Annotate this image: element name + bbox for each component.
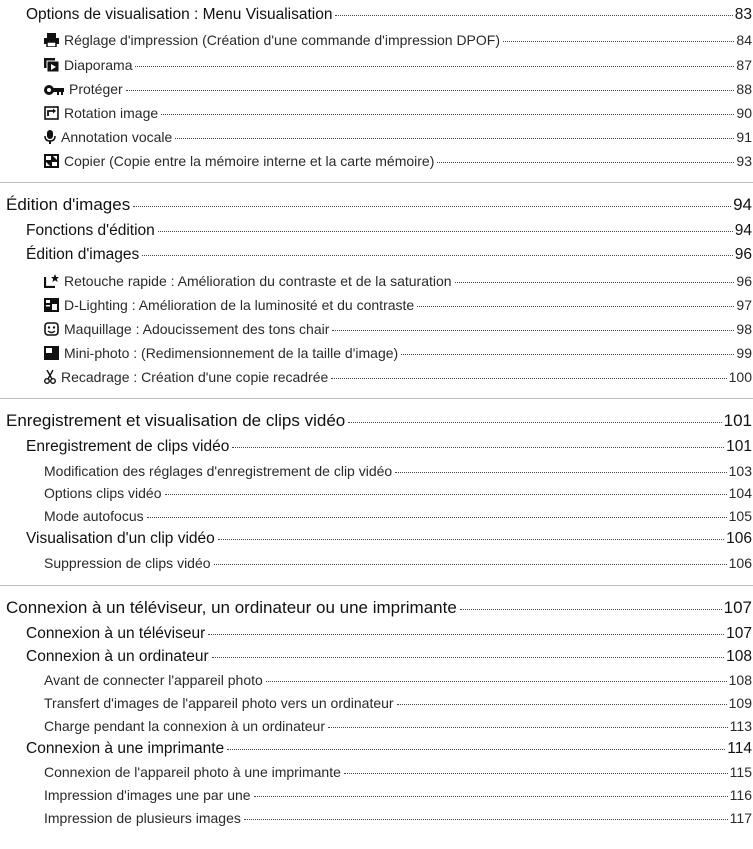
toc-entry-impression-plusieurs[interactable] (0, 810, 753, 826)
toc-entry-label: Connexion de l'appareil photo à une imprimante (44, 764, 341, 780)
toc-entry-label: Rotation image (64, 105, 159, 121)
toc-page-number: 114 (727, 740, 752, 757)
toc-entry-label: Transfert d'images de l'appareil photo vers un ordinateur (44, 695, 394, 711)
toc-page-number: 96 (736, 273, 752, 289)
toc-entry-enregistrement-clips[interactable] (0, 438, 753, 456)
toc-page-number: 88 (736, 81, 752, 97)
dot-leader (266, 681, 727, 682)
toc-entry-label: Impression de plusieurs images (44, 810, 241, 826)
toc-entry-label: Connexion à un ordinateur (26, 648, 209, 665)
toc-entry-annotation-vocale[interactable] (0, 128, 753, 145)
toc-entry-options-visualisation[interactable] (0, 6, 753, 24)
toc-entry-transfert-images[interactable] (0, 695, 753, 711)
toc-page-number: 84 (736, 32, 752, 48)
toc-entry-impression-une-par-une[interactable] (0, 787, 753, 803)
toc-entry-options-clips[interactable] (0, 485, 753, 501)
toc-entry-label: Réglage d'impression (Création d'une commande d'impression DPOF) (64, 32, 500, 48)
dot-leader (165, 494, 727, 495)
dot-leader (135, 66, 734, 67)
toc-page-number: 105 (728, 508, 752, 524)
skin-softening-icon (44, 322, 59, 336)
toc-page-number: 106 (726, 530, 752, 547)
toc-entry-fonctions-edition[interactable] (0, 222, 753, 240)
dot-leader (232, 447, 724, 448)
toc-entry-d-lighting[interactable] (0, 296, 753, 313)
dot-leader (158, 231, 733, 232)
toc-entry-label: Connexion à un téléviseur (26, 625, 206, 642)
dot-leader (503, 41, 734, 42)
toc-page-number: 101 (726, 438, 752, 455)
toc-entry-charge-connexion[interactable] (0, 718, 753, 734)
toc-entry-mode-autofocus[interactable] (0, 508, 753, 524)
toc-entry-copier[interactable] (0, 152, 753, 169)
toc-entry-label: Charge pendant la connexion à un ordinateur (44, 718, 325, 734)
toc-page-number: 115 (729, 764, 752, 780)
toc-page-number: 107 (723, 598, 752, 617)
dot-leader (254, 796, 728, 797)
toc-entry-connexion-televiseur[interactable] (0, 625, 753, 643)
dot-leader (331, 378, 726, 379)
toc-entry-diaporama[interactable] (0, 56, 753, 73)
toc-entry-label: Mode autofocus (44, 508, 144, 524)
toc-chapter-connexion[interactable] (0, 598, 753, 618)
toc-entry-label: Diaporama (64, 57, 133, 73)
toc-entry-label: Édition d'images (6, 195, 131, 214)
toc-entry-label: Maquillage : Adoucissement des tons chair (64, 321, 330, 337)
toc-entry-reglage-impression[interactable] (0, 31, 753, 48)
toc-page-number: 101 (723, 411, 752, 430)
toc-page-number: 106 (728, 555, 752, 571)
toc-entry-proteger[interactable] (0, 80, 753, 97)
dot-leader (460, 609, 722, 610)
toc-entry-label: Annotation vocale (61, 129, 173, 145)
toc-page-number: 97 (736, 297, 752, 313)
toc-entry-connexion-imprimante[interactable] (0, 740, 753, 758)
toc-page-number: 90 (736, 105, 752, 121)
toc-entry-label: Édition d'images (26, 246, 140, 263)
copy-icon (44, 154, 59, 168)
dot-leader (218, 539, 724, 540)
toc-page-number: 96 (734, 246, 752, 263)
toc-page-number: 98 (736, 321, 752, 337)
dot-leader (401, 354, 734, 355)
dot-leader (397, 704, 727, 705)
dot-leader (244, 819, 728, 820)
toc-entry-label: Impression d'images une par une (44, 787, 251, 803)
toc-page-number: 91 (736, 129, 752, 145)
toc-page-number: 107 (726, 625, 752, 642)
toc-entry-retouche-rapide[interactable] (0, 272, 753, 289)
toc-page-number: 113 (729, 718, 752, 734)
toc-entry-modification-reglages[interactable] (0, 463, 753, 479)
print-order-icon (44, 33, 59, 47)
toc-page-number: 94 (734, 222, 752, 239)
dot-leader (344, 773, 728, 774)
toc-entry-visualisation-clip[interactable] (0, 530, 753, 548)
d-lighting-icon (44, 298, 59, 312)
toc-page-number: 83 (734, 6, 752, 23)
toc-entry-rotation-image[interactable] (0, 104, 753, 121)
dot-leader (214, 564, 727, 565)
toc-page-number: 116 (729, 787, 752, 803)
dot-leader (161, 114, 734, 115)
toc-entry-label: Connexion à un téléviseur, un ordinateur ou une imprimante (6, 598, 457, 617)
small-picture-icon (44, 346, 59, 360)
dot-leader (175, 138, 734, 139)
toc-entry-label: Options de visualisation : Menu Visualisation (26, 6, 333, 23)
toc-page-number: 108 (728, 672, 752, 688)
toc-entry-edition-images[interactable] (0, 246, 753, 264)
section-divider (0, 398, 753, 399)
quick-retouch-icon (44, 274, 59, 288)
dot-leader (417, 306, 734, 307)
toc-entry-suppression-clips[interactable] (0, 555, 753, 571)
toc-page-number: 93 (736, 153, 752, 169)
toc-entry-maquillage[interactable] (0, 320, 753, 337)
toc-chapter-edition-images[interactable] (0, 195, 753, 215)
toc-entry-avant-connecter[interactable] (0, 672, 753, 688)
toc-entry-connexion-ordinateur[interactable] (0, 648, 753, 666)
slideshow-icon (44, 58, 59, 72)
toc-entry-label: Suppression de clips vidéo (44, 555, 211, 571)
dot-leader (348, 422, 721, 423)
toc-entry-label: Retouche rapide : Amélioration du contraste et de la saturation (64, 273, 452, 289)
dot-leader (208, 634, 724, 635)
crop-scissors-icon (44, 370, 56, 384)
toc-page-number: 94 (733, 195, 752, 214)
dot-leader (395, 472, 726, 473)
dot-leader (227, 749, 725, 750)
toc-entry-label: Enregistrement et visualisation de clips vidéo (6, 411, 346, 430)
toc-page-number: 104 (728, 485, 752, 501)
dot-leader (126, 90, 735, 91)
toc-page-number: 108 (726, 648, 752, 665)
toc-entry-label: Visualisation d'un clip vidéo (26, 530, 215, 547)
section-divider (0, 585, 753, 586)
dot-leader (437, 162, 734, 163)
toc-entry-label: Connexion à une imprimante (26, 740, 225, 757)
toc-entry-label: Modification des réglages d'enregistrement de clip vidéo (44, 463, 393, 479)
protect-key-icon (44, 82, 64, 96)
toc-entry-label: Protéger (69, 81, 123, 97)
toc-entry-mini-photo[interactable] (0, 344, 753, 361)
toc-page-number: 109 (728, 695, 752, 711)
dot-leader (455, 282, 735, 283)
toc-chapter-clips-video[interactable] (0, 411, 753, 431)
toc-entry-label: Avant de connecter l'appareil photo (44, 672, 263, 688)
dot-leader (328, 727, 728, 728)
dot-leader (142, 255, 733, 256)
toc-entry-label: Recadrage : Création d'une copie recadrée (61, 369, 329, 385)
section-divider (0, 182, 753, 183)
toc-page-number: 87 (736, 57, 752, 73)
rotate-image-icon (44, 106, 59, 120)
dot-leader (332, 330, 734, 331)
toc-entry-label: Fonctions d'édition (26, 222, 155, 239)
microphone-icon (44, 130, 56, 144)
dot-leader (133, 206, 731, 207)
toc-entry-label: D-Lighting : Amélioration de la luminosité et du contraste (64, 297, 415, 313)
toc-entry-label: Enregistrement de clips vidéo (26, 438, 230, 455)
toc-entry-label: Options clips vidéo (44, 485, 162, 501)
toc-page-number: 99 (736, 345, 752, 361)
toc-page-number: 103 (728, 463, 752, 479)
toc-entry-label: Mini-photo : (Redimensionnement de la taille d'image) (64, 345, 399, 361)
toc-entry-connexion-appareil-imprimante[interactable] (0, 764, 753, 780)
toc-page-number: 117 (729, 810, 752, 826)
dot-leader (212, 657, 724, 658)
dot-leader (335, 15, 732, 16)
toc-entry-recadrage[interactable] (0, 368, 753, 385)
toc-entry-label: Copier (Copie entre la mémoire interne et la carte mémoire) (64, 153, 435, 169)
toc-page-number: 100 (728, 369, 752, 385)
dot-leader (147, 517, 727, 518)
